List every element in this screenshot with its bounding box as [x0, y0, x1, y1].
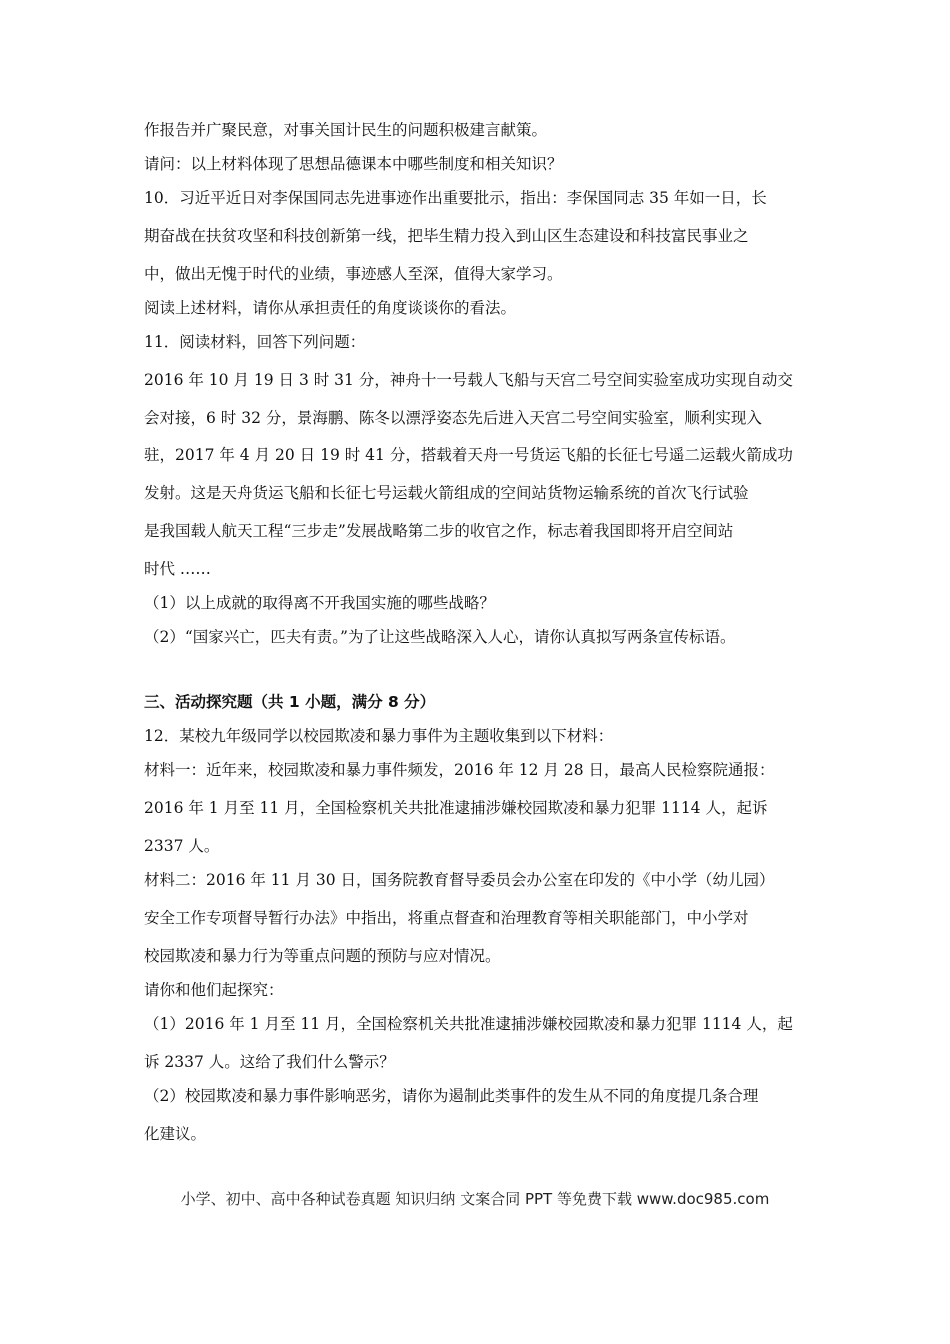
- q11-line-2: 会对接，6 时 32 分，景海鹏、陈冬以漂浮姿态先后进入天宫二号空间实验室，顺利实现入: [144, 409, 762, 427]
- q12-material1-line-3: 2337 人。: [144, 837, 220, 855]
- q11-line-4: 发射。这是天舟货运飞船和长征七号运载火箭组成的空间站货物运输系统的首次飞行试验: [144, 484, 749, 502]
- q11-sub-2: （2）“国家兴亡，匹夫有责。”为了让这些战略深入人心，请你认真拟写两条宣传标语。: [144, 628, 736, 646]
- continuation-line-1: 作报告并广聚民意，对事关国计民生的问题积极建言献策。: [144, 121, 548, 139]
- q11-title: 11．阅读材料，回答下列问题：: [144, 333, 366, 351]
- page-footer: 小学、初中、高中各种试卷真题 知识归纳 文案合同 PPT 等免费下载 www.doc985.com: [180, 1190, 770, 1208]
- q12-title: 12．某校九年级同学以校园欺凌和暴力事件为主题收集到以下材料：: [144, 727, 614, 745]
- q12-prompt: 请你和他们起探究：: [144, 981, 284, 999]
- q11-line-3: 驻，2017 年 4 月 20 日 19 时 41 分，搭载着天舟一号货运飞船的长征七号遥二运载火箭成功: [144, 446, 793, 464]
- section-3-heading: 三、活动探究题（共 1 小题，满分 8 分）: [144, 693, 436, 711]
- q11-line-5: 是我国载人航天工程“三步走”发展战略第二步的收官之作，标志着我国即将开启空间站: [144, 522, 734, 540]
- q11-sub-1: （1）以上成就的取得离不开我国实施的哪些战略？: [144, 594, 495, 612]
- q12-material2-line-3: 校园欺凌和暴力行为等重点问题的预防与应对情况。: [144, 947, 501, 965]
- q12-sub-2-line-1: （2）校园欺凌和暴力事件影响恶劣，请你为遏制此类事件的发生从不同的角度提几条合理: [144, 1087, 759, 1105]
- q12-sub-1-line-2: 诉 2337 人。这给了我们什么警示？: [144, 1053, 395, 1071]
- q12-sub-2-line-2: 化建议。: [144, 1125, 207, 1143]
- q12-material1-line-2: 2016 年 1 月至 11 月，全国检察机关共批准逮捕涉嫌校园欺凌和暴力犯罪 1114 人，起诉: [144, 799, 768, 817]
- q12-material2-line-1: 材料二：2016 年 11 月 30 日，国务院教育督导委员会办公室在印发的《中小学（幼儿园）: [144, 871, 775, 889]
- q10-prompt: 阅读上述材料，请你从承担责任的角度谈谈你的看法。: [144, 299, 517, 317]
- q10-line-1: 10．习近平近日对李保国同志先进事迹作出重要批示，指出：李保国同志 35 年如一日，长: [144, 189, 767, 207]
- q11-line-1: 2016 年 10 月 19 日 3 时 31 分，神舟十一号载人飞船与天宫二号空间实验室成功实现自动交: [144, 371, 793, 389]
- q12-material2-line-2: 安全工作专项督导暂行办法》中指出，将重点督查和治理教育等相关职能部门，中小学对: [144, 909, 749, 927]
- q10-line-2: 期奋战在扶贫攻坚和科技创新第一线，把毕生精力投入到山区生态建设和科技富民事业之: [144, 227, 749, 245]
- q10-line-3: 中，做出无愧于时代的业绩，事迹感人至深，值得大家学习。: [144, 265, 563, 283]
- q12-sub-1-line-1: （1）2016 年 1 月至 11 月，全国检察机关共批准逮捕涉嫌校园欺凌和暴力犯罪 1114 人，起: [144, 1015, 793, 1033]
- continuation-line-2: 请问：以上材料体现了思想品德课本中哪些制度和相关知识？: [144, 155, 563, 173]
- q11-line-6: 时代 ……: [144, 560, 211, 578]
- q12-material1-line-1: 材料一：近年来，校园欺凌和暴力事件频发，2016 年 12 月 28 日，最高人民检察院通报：: [144, 761, 775, 779]
